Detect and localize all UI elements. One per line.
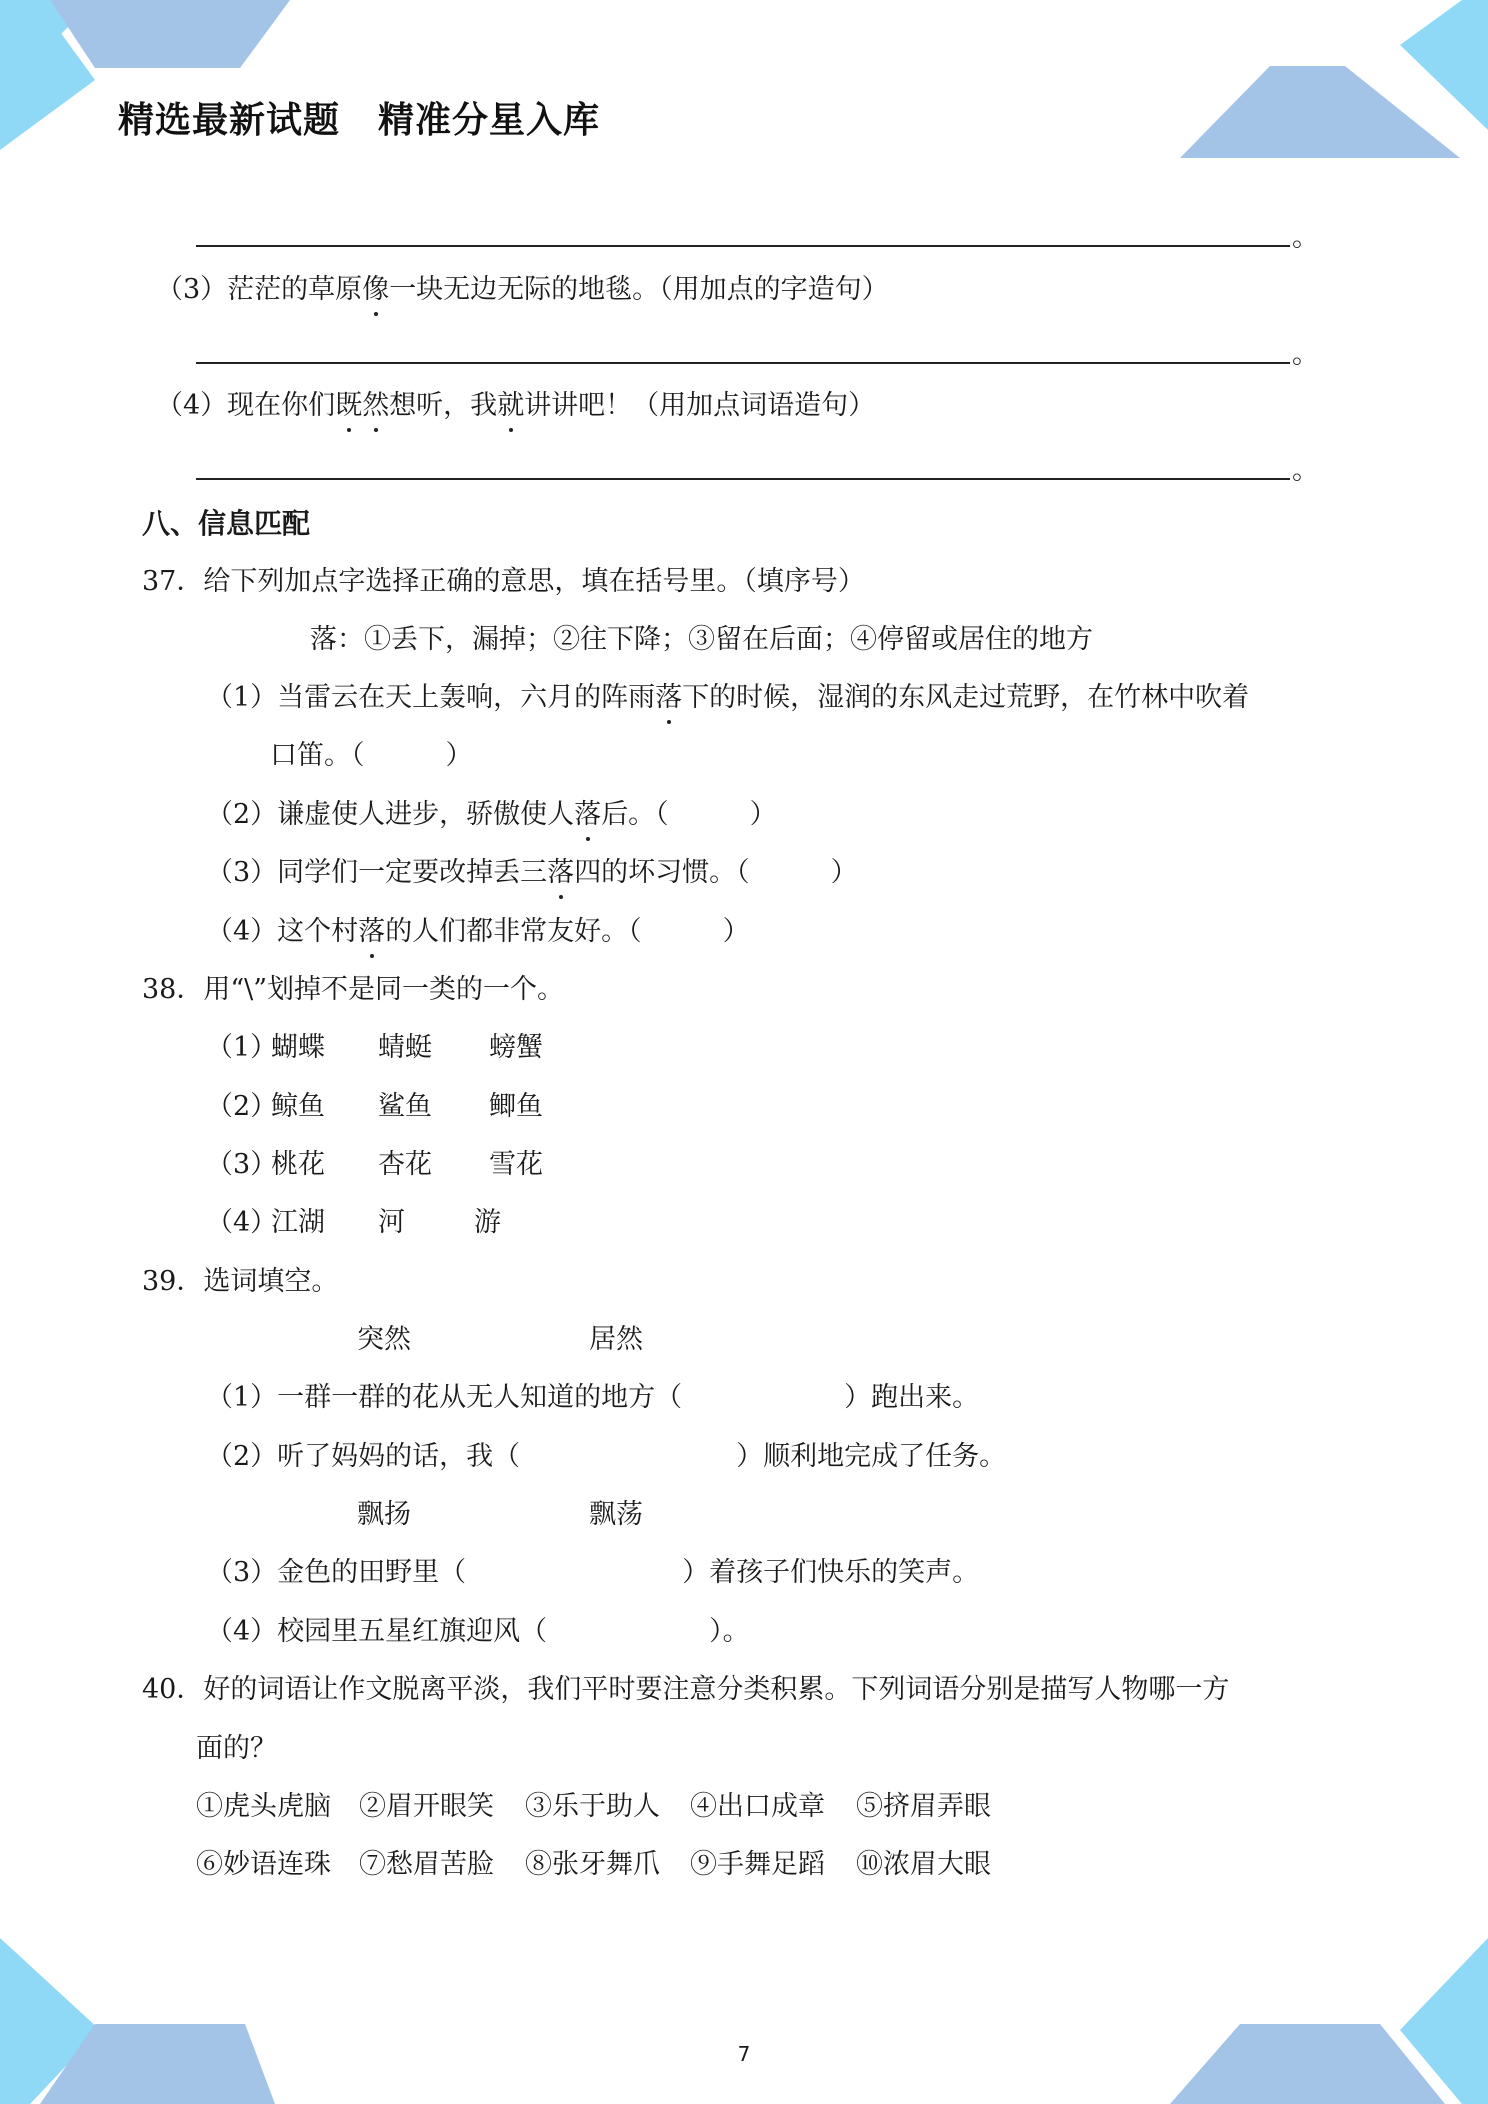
q39-item-4: （4）校园里五星红旗迎风（ ）。 [206, 1616, 750, 1647]
answer-line-1[interactable] [196, 245, 1290, 247]
header-title [118, 92, 600, 143]
q40-phrase: ⑦愁眉苦脸 [359, 1849, 494, 1880]
top-right-triangle [1400, 0, 1488, 130]
q39-word-option: 飘荡 [589, 1499, 643, 1530]
top-right-trapezoid [1180, 66, 1460, 158]
q37-item-1: （1）当雷云在天上轰响，六月的阵雨落下的时候，湿润的东风走过荒野，在竹林中吹着 [206, 678, 1249, 718]
q38-word[interactable]: 蝴蝶 [271, 1032, 325, 1063]
q40-phrase: ④出口成章 [690, 1791, 825, 1822]
answer-line-3[interactable] [196, 478, 1290, 480]
q38-row-num: （2） [206, 1091, 278, 1122]
dotted-char: 既 [335, 386, 362, 426]
q37-item-1-cont: 口笛。（ ） [270, 740, 473, 771]
dotted-char: 落 [574, 795, 601, 835]
dotted-char: 落 [655, 678, 682, 718]
page-number: 7 [737, 2042, 751, 2066]
q38-word[interactable]: 江湖 [271, 1207, 325, 1238]
q39-word-option: 居然 [589, 1324, 643, 1355]
answer-line-3-period: 。 [1292, 455, 1319, 486]
dotted-char: 就 [497, 386, 524, 426]
q40-phrase: ⑤挤眉弄眼 [856, 1791, 991, 1822]
q38-word[interactable]: 鲨鱼 [378, 1091, 432, 1122]
q37-item-3: （3）同学们一定要改掉丢三落四的坏习惯。（ ） [206, 853, 858, 893]
q39-word-option: 飘扬 [357, 1499, 411, 1530]
q38-row-num: （3） [206, 1149, 278, 1180]
answer-line-1-period: 。 [1292, 222, 1319, 253]
section-heading: 八、信息匹配 [142, 507, 311, 540]
q38-word[interactable]: 螃蟹 [489, 1032, 543, 1063]
dotted-char: 然 [362, 386, 389, 426]
q37-meanings: 落：①丢下，漏掉；②往下降；③留在后面；④停留或居住的地方 [310, 624, 1093, 655]
q40-phrase: ①虎头虎脑 [196, 1791, 331, 1822]
answer-line-2[interactable] [196, 362, 1290, 364]
q37-title: 37．给下列加点字选择正确的意思，填在括号里。（填序号） [142, 566, 865, 597]
dotted-char: 像 [362, 270, 389, 310]
q39-item-3: （3）金色的田野里（ ）着孩子们快乐的笑声。 [206, 1557, 980, 1588]
q38-word[interactable]: 鲸鱼 [271, 1091, 325, 1122]
answer-line-2-period: 。 [1292, 339, 1319, 370]
q40-phrase: ⑩浓眉大眼 [856, 1849, 991, 1880]
q38-row-num: （4） [206, 1207, 278, 1238]
top-left-trapezoid [50, 0, 290, 68]
dotted-char: 落 [358, 912, 385, 952]
q38-title: 38．用“\”划掉不是同一类的一个。 [142, 974, 565, 1005]
q40-phrase: ②眉开眼笑 [359, 1791, 494, 1822]
q40-phrase: ⑧张牙舞爪 [525, 1849, 660, 1880]
header-title-right: 精准分星入库 [378, 100, 601, 141]
q38-word[interactable]: 鲫鱼 [489, 1091, 543, 1122]
q37-item-2: （2）谦虚使人进步，骄傲使人落后。（ ） [206, 795, 777, 835]
q39-item-1: （1）一群一群的花从无人知道的地方（ ）跑出来。 [206, 1382, 980, 1413]
q38-word[interactable]: 蜻蜓 [378, 1032, 432, 1063]
q40-title: 40．好的词语让作文脱离平淡，我们平时要注意分类积累。下列词语分别是描写人物哪一方 [142, 1674, 1230, 1705]
q38-row-num: （1） [206, 1032, 278, 1063]
q38-word[interactable]: 河 [378, 1207, 405, 1238]
q39-title: 39．选词填空。 [142, 1266, 339, 1297]
dotted-char: 落 [547, 853, 574, 893]
q39-word-option: 突然 [357, 1324, 411, 1355]
q38-word[interactable]: 游 [474, 1207, 501, 1238]
q38-word[interactable]: 桃花 [271, 1149, 325, 1180]
q40-title-cont: 面的？ [196, 1733, 277, 1764]
q40-phrase: ⑥妙语连珠 [196, 1849, 331, 1880]
header-title-left: 精选最新试题 [118, 100, 341, 141]
q40-phrase: ③乐于助人 [525, 1791, 660, 1822]
q38-word[interactable]: 雪花 [489, 1149, 543, 1180]
q36-item-4: （4）现在你们既然想听，我就讲讲吧！（用加点词语造句） [156, 386, 875, 426]
q39-item-2: （2）听了妈妈的话，我（ ）顺利地完成了任务。 [206, 1441, 1007, 1472]
q40-phrase: ⑨手舞足蹈 [690, 1849, 825, 1880]
q38-word[interactable]: 杏花 [378, 1149, 432, 1180]
q37-item-4: （4）这个村落的人们都非常友好。（ ） [206, 912, 750, 952]
q36-item-3: （3）茫茫的草原像一块无边无际的地毯。（用加点的字造句） [156, 270, 889, 310]
